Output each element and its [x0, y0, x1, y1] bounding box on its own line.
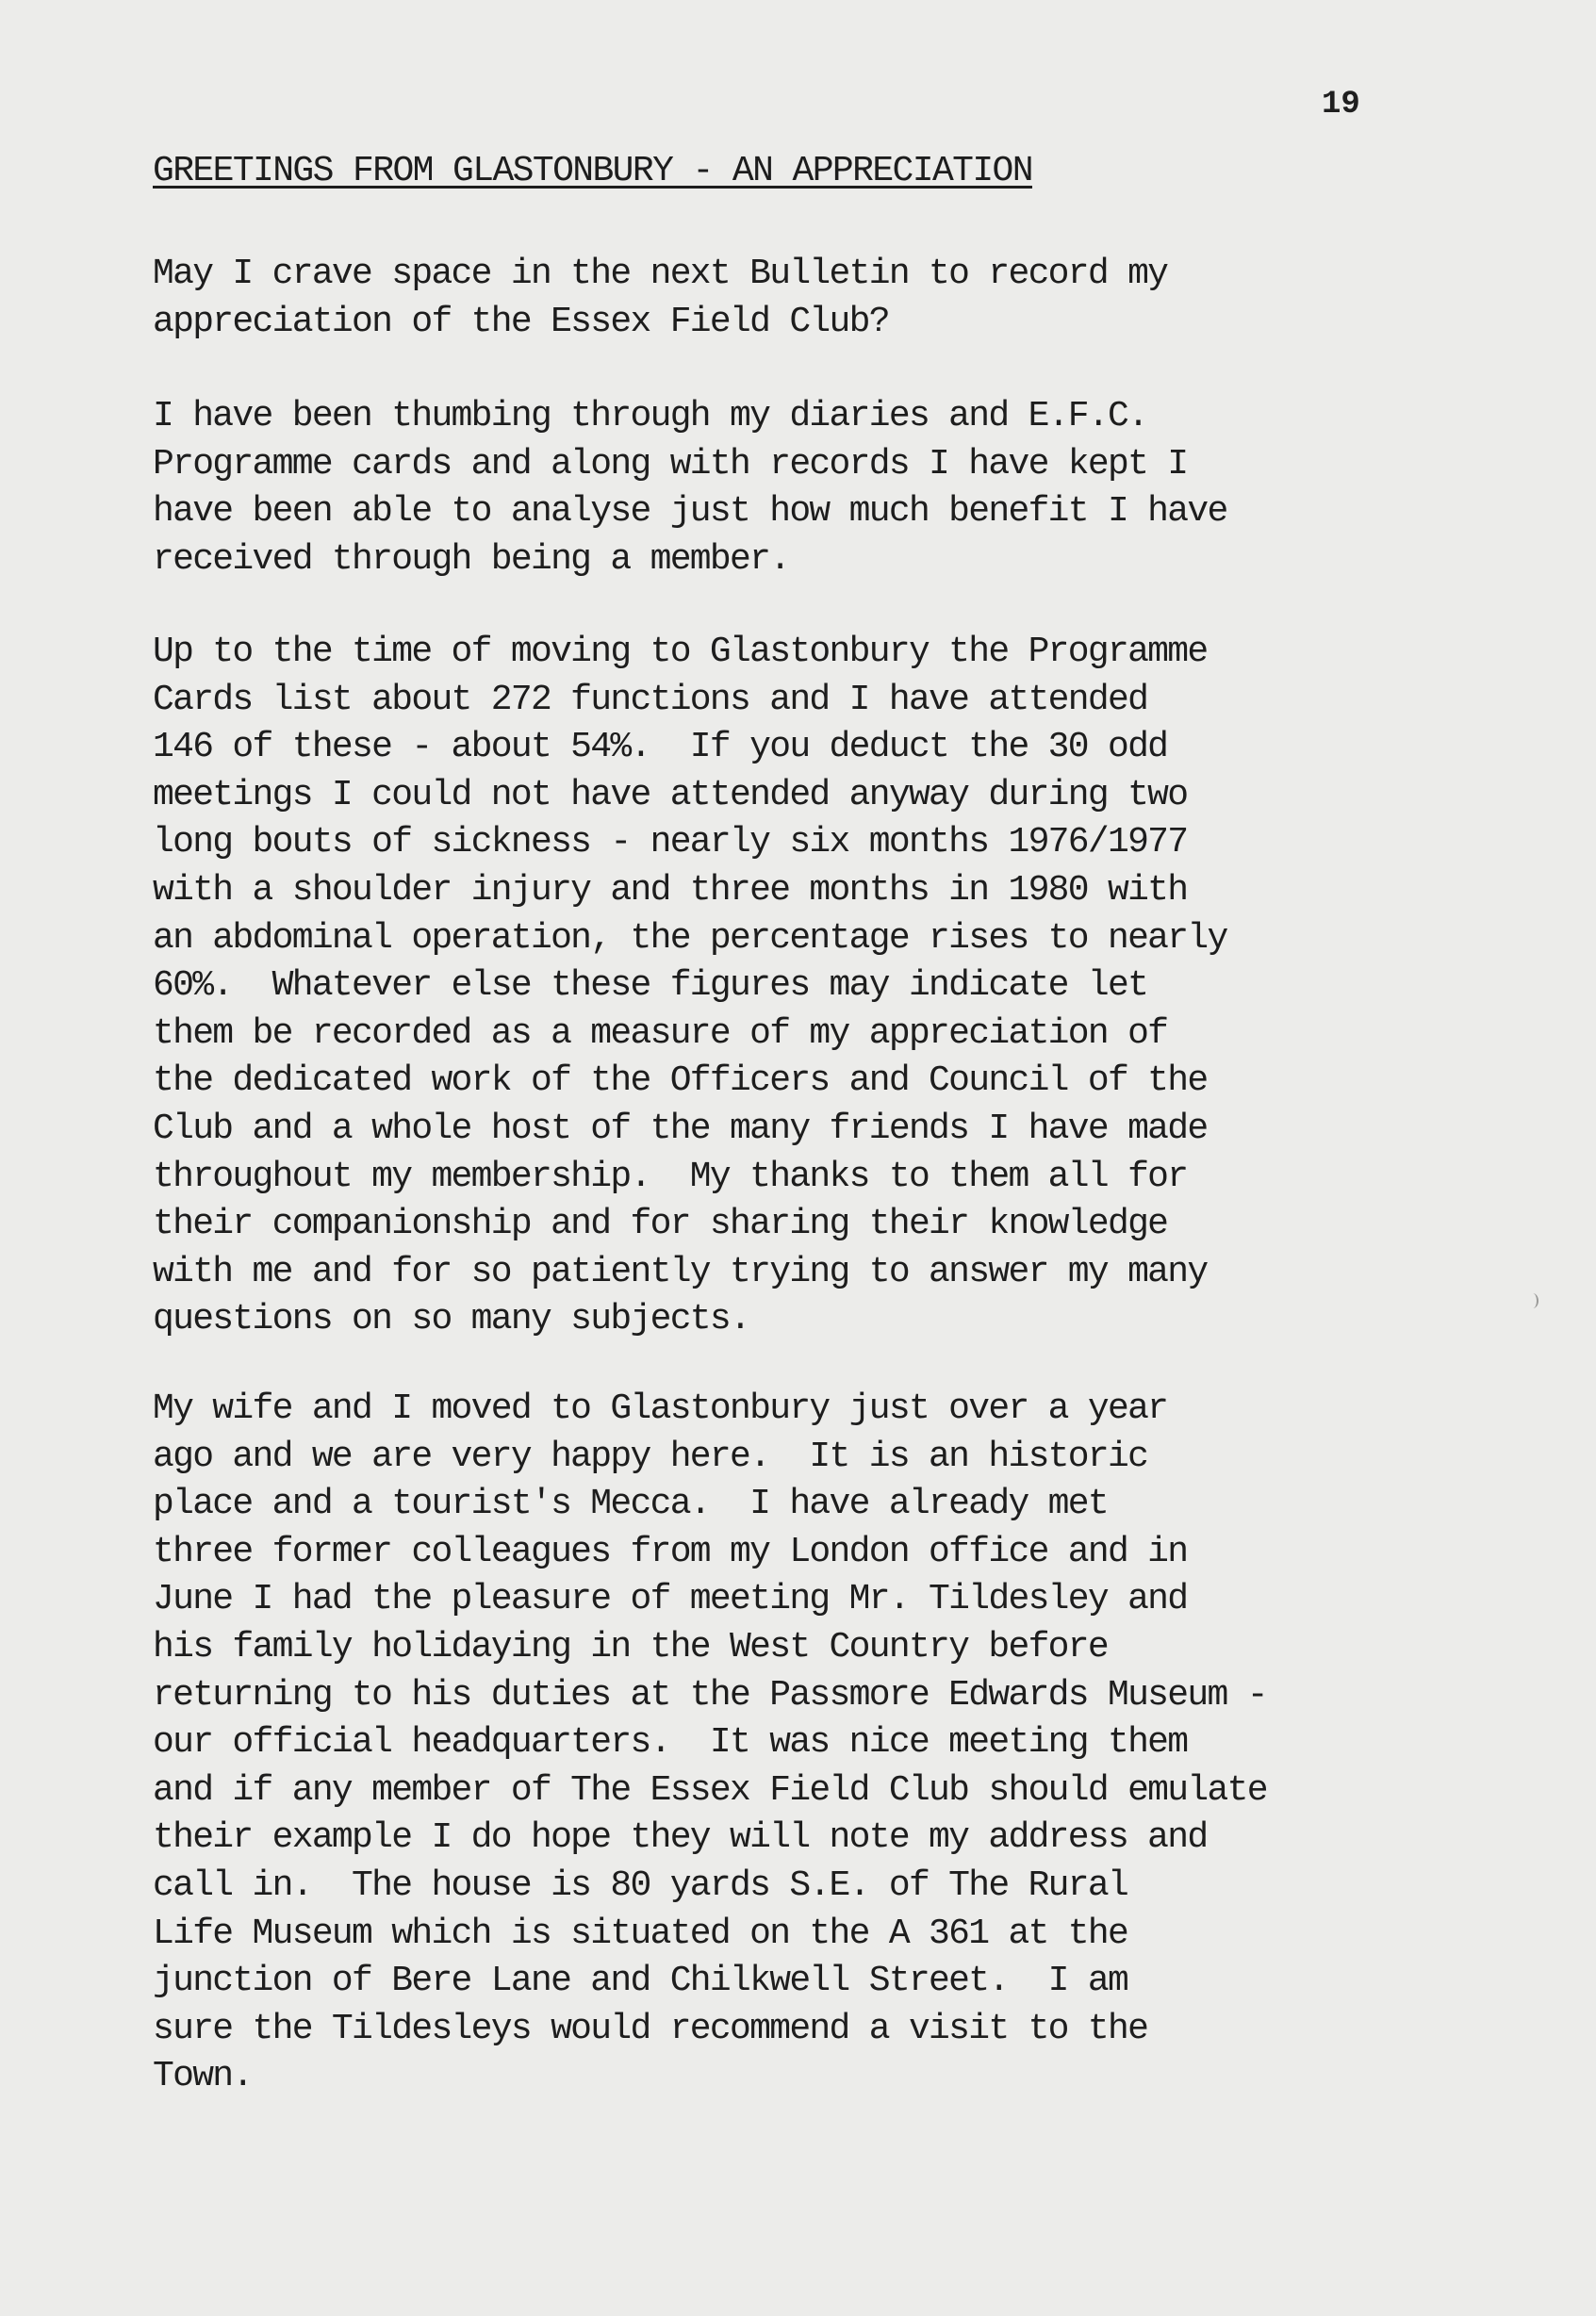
- text-line: with a shoulder injury and three months in 1980 with: [153, 869, 1188, 911]
- text-line: sure the Tildesleys would recommend a visit to the: [153, 2008, 1148, 2049]
- text-line: them be recorded as a measure of my appreciation of: [153, 1012, 1168, 1054]
- text-line: appreciation of the Essex Field Club?: [153, 301, 889, 342]
- text-line: Life Museum which is situated on the A 361 at the: [153, 1913, 1128, 1954]
- text-line: June I had the pleasure of meeting Mr. Tildesley and: [153, 1579, 1188, 1620]
- text-line: I have been thumbing through my diaries and E.F.C.: [153, 396, 1148, 436]
- text-line: our official headquarters. It was nice meeting them: [153, 1722, 1188, 1764]
- text-line: 60%. Whatever else these figures may indicate let: [153, 965, 1148, 1007]
- text-line: three former colleagues from my London office and in: [153, 1531, 1188, 1572]
- text-line: Town.: [153, 2056, 253, 2097]
- paragraph-3: [153, 629, 1227, 1344]
- text-line: an abdominal operation, the percentage rises to nearly: [153, 917, 1227, 959]
- text-line: received through being a member.: [153, 538, 790, 580]
- text-line: junction of Bere Lane and Chilkwell Street. I am: [153, 1961, 1128, 2002]
- text-line: ago and we are very happy here. It is an historic: [153, 1436, 1148, 1477]
- text-line: the dedicated work of the Officers and Council of the: [153, 1060, 1208, 1102]
- text-line: call in. The house is 80 yards S.E. of The Rural: [153, 1864, 1128, 1906]
- text-line: Club and a whole host of the many friends I have made: [153, 1108, 1208, 1149]
- text-line: Programme cards and along with records I have kept I: [153, 443, 1188, 485]
- text-line: returning to his duties at the Passmore Edwards Museum -: [153, 1674, 1267, 1716]
- text-line: Up to the time of moving to Glastonbury the Programme: [153, 632, 1208, 672]
- page-number: 19: [1322, 87, 1360, 123]
- text-line: meetings I could not have attended anyway during two: [153, 774, 1188, 815]
- text-line: place and a tourist's Mecca. I have already met: [153, 1484, 1108, 1525]
- text-line: May I crave space in the next Bulletin to record my: [153, 254, 1168, 294]
- text-line: and if any member of The Essex Field Club should emulate: [153, 1769, 1267, 1811]
- paragraph-1: [153, 251, 1167, 346]
- text-line: throughout my membership. My thanks to them all for: [153, 1156, 1188, 1197]
- text-line: Cards list about 272 functions and I have attended: [153, 679, 1148, 720]
- text-line: 146 of these - about 54%. If you deduct the 30 odd: [153, 727, 1168, 768]
- text-line: have been able to analyse just how much benefit I have: [153, 491, 1227, 533]
- text-line: their companionship and for sharing their knowledge: [153, 1204, 1168, 1245]
- text-line: questions on so many subjects.: [153, 1299, 750, 1340]
- paragraph-2: [153, 393, 1227, 583]
- paragraph-4: [153, 1386, 1267, 2101]
- page-title: GREETINGS FROM GLASTONBURY - AN APPRECIATION: [153, 151, 1032, 191]
- margin-pencil-mark: [1527, 1293, 1538, 1308]
- text-line: with me and for so patiently trying to answer my many: [153, 1251, 1208, 1292]
- text-line: long bouts of sickness - nearly six months 1976/1977: [153, 822, 1188, 863]
- text-line: their example I do hope they will note my address and: [153, 1817, 1208, 1859]
- text-line: My wife and I moved to Glastonbury just over a year: [153, 1388, 1168, 1429]
- text-line: his family holidaying in the West Country before: [153, 1626, 1108, 1667]
